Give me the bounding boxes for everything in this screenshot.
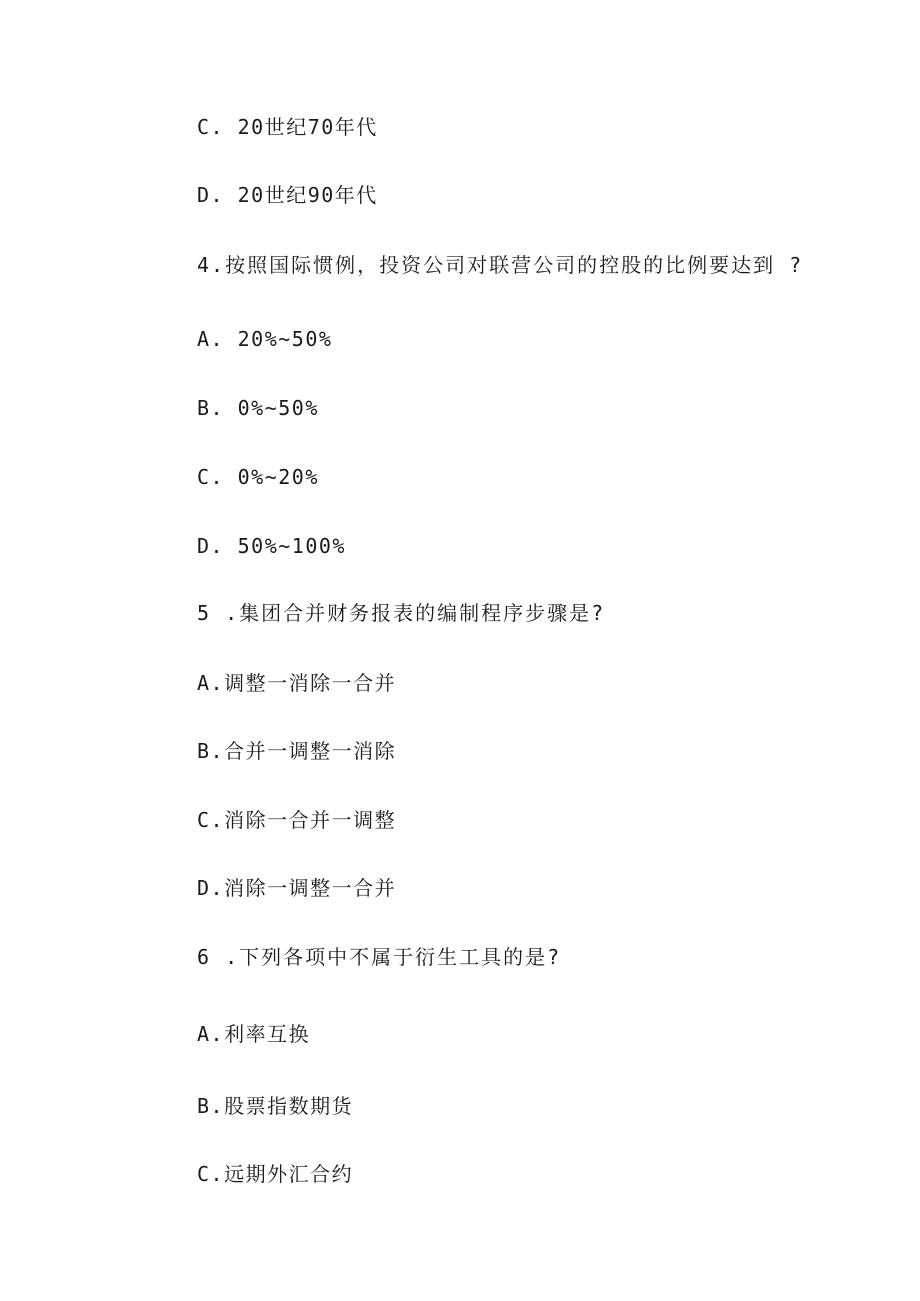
option-5c: C.消除一合并一调整 [197,808,397,832]
option-6c: C.远期外汇合约 [197,1162,354,1186]
question-4: 4.按照国际惯例，投资公司对联营公司的控股的比例要达到 ? [197,253,804,277]
option-6b: B.股票指数期货 [197,1094,354,1118]
question-6: 6 .下列各项中不属于衍生工具的是? [197,945,562,969]
option-5a: A.调整一消除一合并 [197,671,397,695]
option-4a: A. 20%~50% [197,327,333,351]
option-4b: B. 0%~50% [197,396,319,420]
option-3d: D. 20世纪90年代 [197,183,378,207]
option-3c: C. 20世纪70年代 [197,115,378,139]
option-6a: A.利率互换 [197,1022,311,1046]
option-5b: B.合并一调整一消除 [197,739,397,763]
option-5d: D.消除一调整一合并 [197,876,397,900]
question-5: 5 .集团合并财务报表的编制程序步骤是? [197,601,606,625]
option-4d: D. 50%~100% [197,534,346,558]
option-4c: C. 0%~20% [197,465,319,489]
